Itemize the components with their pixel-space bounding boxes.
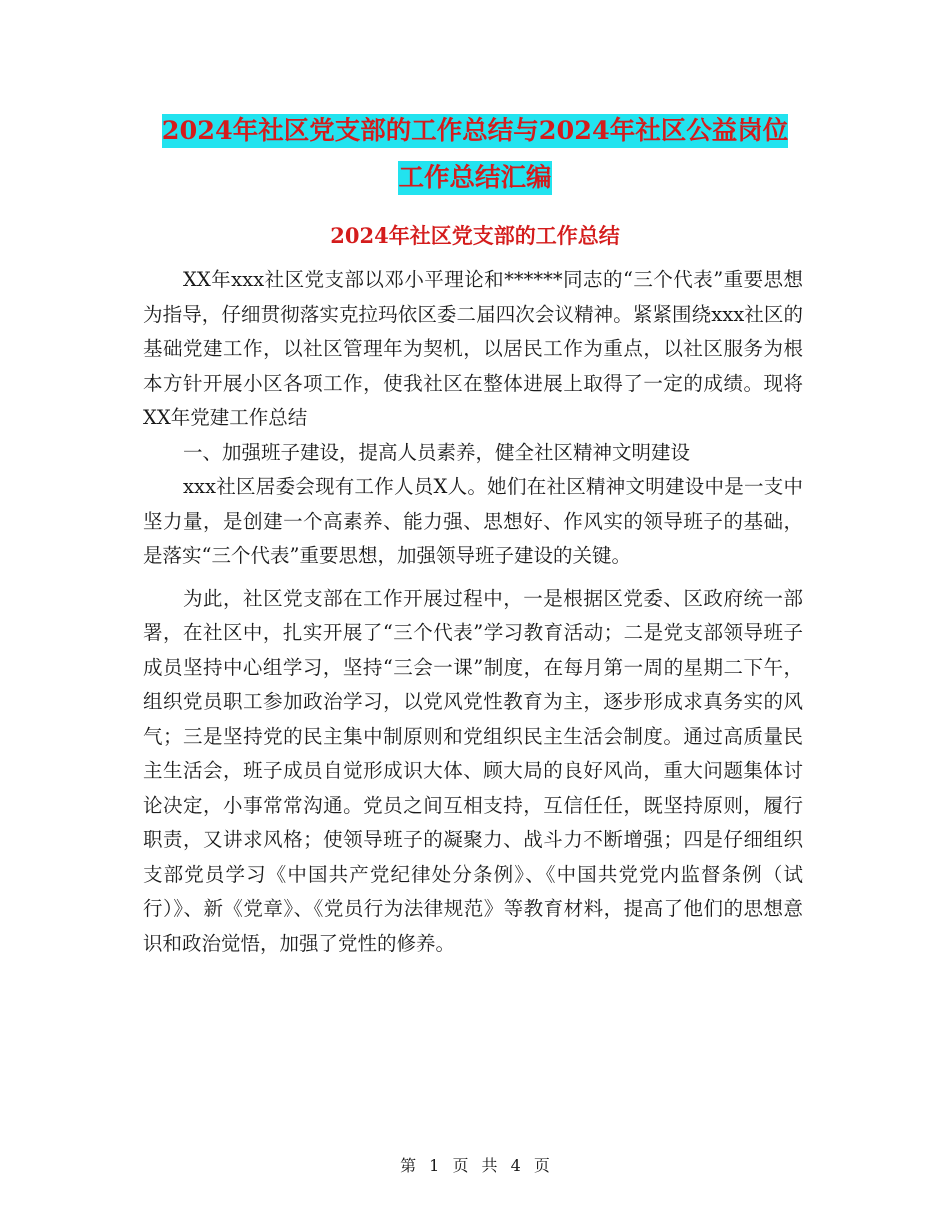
paragraph-heading-1: 一、加强班子建设，提高人员素养，健全社区精神文明建设 [183,440,691,464]
paragraph-staff: xxx社区居委会现有工作人员X人。她们在社区精神文明建设中是一支中坚力量，是创建一个高素养、能力强、思想好、作风实的领导班子的基础，是落实“三个代表”重要思想，加强领导班子建设的关键。 [143,475,803,567]
document-title-line-1: 2024年社区党支部的工作总结与2024年社区公益岗位 [161,116,789,146]
document-body [143,263,803,961]
paragraph-intro: XX年xxx社区党支部以邓小平理论和******同志的“三个代表”重要思想为指导，仔细贯彻落实克拉玛依区委二届四次会议精神。紧紧围绕xxx社区的基础党建工作，以社区管理年为契机，以居民工作为重点，以社区服务为根本方针开展小区各项工作，使我社区在整体进展上取得了一定的成绩。现将XX年党建工作总结 [143,268,803,429]
document-title-line-2: 工作总结汇编 [398,163,552,193]
paragraph-measures: 为此，社区党支部在工作开展过程中，一是根据区党委、区政府统一部署，在社区中，扎实开展了“三个代表”学习教育活动；二是党支部领导班子成员坚持中心组学习，坚持“三会一课”制度，在每月第一周的星期二下午，组织党员职工参加政治学习，以党风党性教育为主，逐步形成求真务实的风气；三是坚持党的民主集中制原则和党组织民主生活会制度。通过高质量民主生活会，班子成员自觉形成识大体、顾大局的良好风尚，重大问题集体讨论决定，小事常常沟通。党员之间互相支持，互信任任，既坚持原则，履行职责，又讲求风格；使领导班子的凝聚力、战斗力不断增强；四是仔细组织支部党员学习《中国共产党纪律处分条例》、《中国共党党内监督条例（试行）》、新《党章》、《党员行为法律规范》等教育材料，提高了他们的思想意识和政治觉悟，加强了党性的修养。 [143,586,803,955]
page-number: 第 1 页 共 4 页 [400,1156,550,1175]
document-title [0,108,950,202]
section-title: 2024年社区党支部的工作总结 [330,223,620,248]
